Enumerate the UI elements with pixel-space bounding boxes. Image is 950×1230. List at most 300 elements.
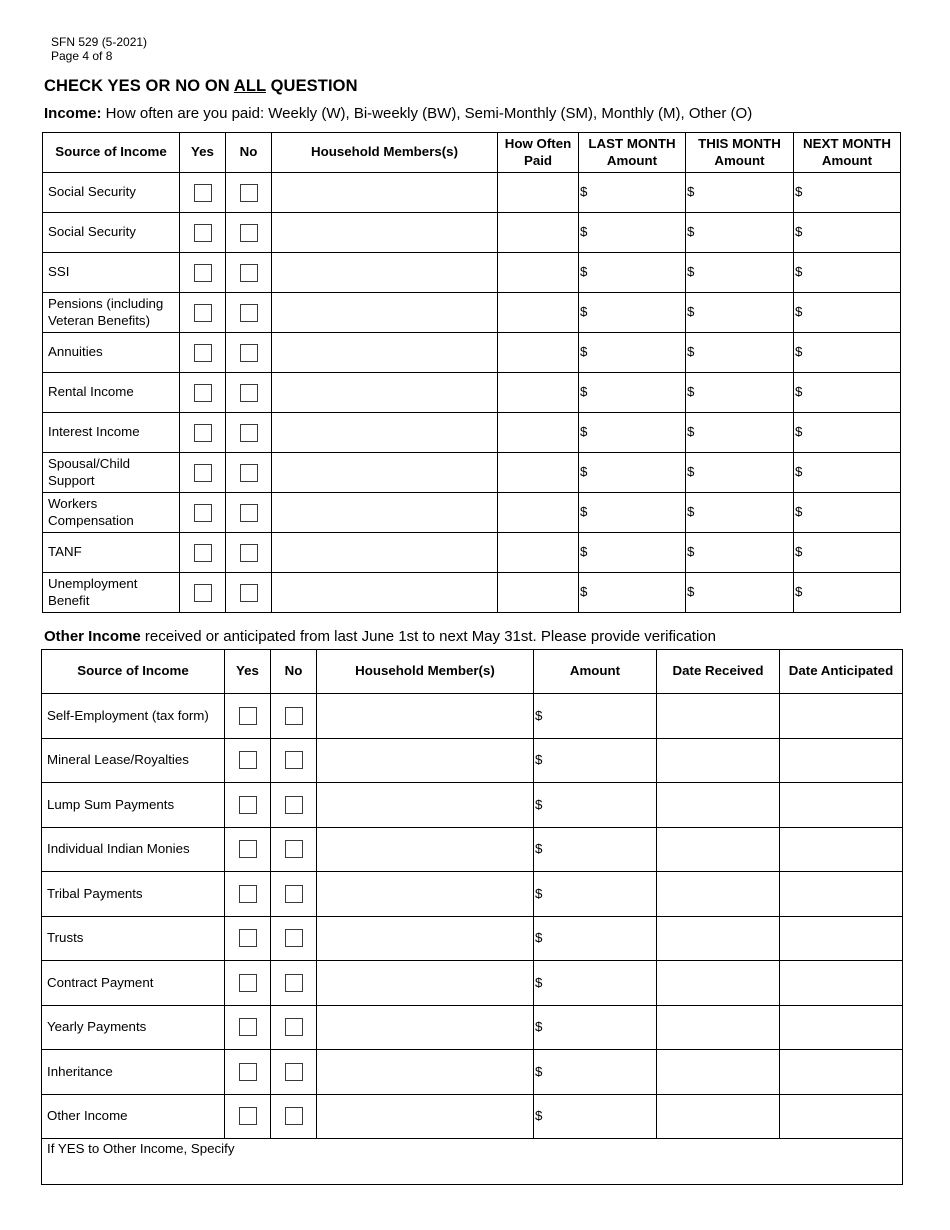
title-text-underlined: ALL	[233, 77, 266, 95]
no-cell	[226, 213, 272, 253]
date-anticipated-field[interactable]	[780, 694, 903, 739]
dollar-sign: $	[580, 304, 588, 320]
how-often-paid-field[interactable]	[498, 293, 579, 333]
household-members-field[interactable]	[272, 333, 498, 373]
form-id-block	[51, 35, 147, 63]
household-member-field[interactable]	[317, 827, 534, 872]
yes-checkbox[interactable]	[194, 504, 212, 522]
last-month-amount-field[interactable]	[579, 213, 686, 253]
household-member-field[interactable]	[317, 1005, 534, 1050]
dollar-sign: $	[535, 841, 543, 856]
no-checkbox[interactable]	[285, 751, 303, 769]
other-income-source: Self-Employment (tax form)	[42, 694, 225, 739]
dollar-sign: $	[795, 264, 803, 280]
yes-cell	[225, 1005, 271, 1050]
no-cell	[226, 533, 272, 573]
yes-checkbox[interactable]	[239, 885, 257, 903]
no-cell	[271, 916, 317, 961]
date-anticipated-field[interactable]	[780, 872, 903, 917]
this-month-amount-field[interactable]	[686, 333, 794, 373]
income-table	[42, 132, 901, 613]
how-often-paid-field[interactable]	[498, 573, 579, 613]
other-income-table	[41, 649, 903, 1185]
household-member-field[interactable]	[317, 783, 534, 828]
date-anticipated-field[interactable]	[780, 916, 903, 961]
this-month-amount-field[interactable]	[686, 173, 794, 213]
col-date-received: Date Received	[657, 650, 780, 694]
last-month-amount-field[interactable]	[579, 293, 686, 333]
no-cell	[271, 961, 317, 1006]
dollar-sign: $	[580, 344, 588, 360]
dollar-sign: $	[795, 344, 803, 360]
dollar-sign: $	[535, 1063, 543, 1079]
next-month-amount-field[interactable]	[794, 293, 901, 333]
yes-cell	[180, 373, 226, 413]
col-last-month: LAST MONTH Amount	[579, 133, 686, 173]
no-cell	[271, 872, 317, 917]
last-month-amount-field[interactable]	[579, 173, 686, 213]
dollar-sign: $	[580, 584, 588, 600]
income-source: Social Security	[43, 213, 180, 253]
last-month-amount-field[interactable]	[579, 333, 686, 373]
household-member-field[interactable]	[317, 961, 534, 1006]
income-source: Spousal/Child Support	[43, 453, 180, 493]
other-income-row	[42, 1005, 903, 1050]
how-often-paid-field[interactable]	[498, 173, 579, 213]
date-received-field[interactable]	[657, 827, 780, 872]
dollar-sign: $	[687, 584, 695, 600]
dollar-sign: $	[795, 504, 803, 520]
other-income-source: Individual Indian Monies	[42, 827, 225, 872]
no-checkbox[interactable]	[240, 584, 258, 602]
other-income-label: Other Income	[44, 628, 141, 645]
yes-checkbox[interactable]	[239, 796, 257, 814]
yes-cell	[180, 493, 226, 533]
yes-checkbox[interactable]	[194, 384, 212, 402]
amount-field[interactable]	[534, 694, 657, 739]
col-how-often-label: How Often Paid	[504, 136, 572, 168]
how-often-paid-field[interactable]	[498, 413, 579, 453]
dollar-sign: $	[687, 264, 695, 280]
dollar-sign: $	[580, 384, 588, 400]
next-month-amount-field[interactable]	[794, 253, 901, 293]
dollar-sign: $	[535, 885, 543, 901]
next-month-amount-field[interactable]	[794, 413, 901, 453]
yes-cell	[180, 173, 226, 213]
yes-checkbox[interactable]	[194, 584, 212, 602]
household-members-field[interactable]	[272, 573, 498, 613]
this-month-amount-field[interactable]	[686, 253, 794, 293]
income-source: SSI	[43, 253, 180, 293]
col-this-month: THIS MONTH Amount	[686, 133, 794, 173]
income-source: Social Security	[43, 173, 180, 213]
income-source: Unemployment Benefit	[43, 573, 180, 613]
yes-cell	[180, 293, 226, 333]
yes-cell	[180, 413, 226, 453]
no-cell	[271, 738, 317, 783]
date-anticipated-field[interactable]	[780, 1050, 903, 1095]
amount-field[interactable]	[534, 1050, 657, 1095]
income-source: Annuities	[43, 333, 180, 373]
next-month-amount-field[interactable]	[794, 453, 901, 493]
household-members-field[interactable]	[272, 533, 498, 573]
dollar-sign: $	[687, 464, 695, 480]
date-anticipated-field[interactable]	[780, 827, 903, 872]
specify-field[interactable]	[42, 1139, 903, 1185]
income-source: TANF	[43, 533, 180, 573]
last-month-amount-field[interactable]	[579, 413, 686, 453]
yes-checkbox[interactable]	[194, 184, 212, 202]
amount-field[interactable]	[534, 916, 657, 961]
dollar-sign: $	[795, 584, 803, 600]
dollar-sign: $	[687, 504, 695, 520]
no-cell	[226, 373, 272, 413]
no-checkbox[interactable]	[240, 424, 258, 442]
date-received-field[interactable]	[657, 694, 780, 739]
other-income-table-body	[42, 694, 903, 1139]
no-cell	[226, 453, 272, 493]
income-row	[43, 453, 901, 493]
this-month-amount-field[interactable]	[686, 213, 794, 253]
date-anticipated-field[interactable]	[780, 783, 903, 828]
income-source: Interest Income	[43, 413, 180, 453]
this-month-amount-field[interactable]	[686, 493, 794, 533]
form-number: SFN 529 (5-2021)	[51, 35, 148, 49]
dollar-sign: $	[795, 184, 803, 200]
other-income-row	[42, 916, 903, 961]
dollar-sign: $	[795, 544, 803, 560]
dollar-sign: $	[580, 184, 588, 200]
yes-checkbox[interactable]	[239, 707, 257, 725]
other-income-row	[42, 694, 903, 739]
dollar-sign: $	[687, 304, 695, 320]
income-row	[43, 173, 901, 213]
income-row	[43, 413, 901, 453]
how-often-paid-field[interactable]	[498, 373, 579, 413]
income-row	[43, 373, 901, 413]
no-checkbox[interactable]	[285, 796, 303, 814]
next-month-amount-field[interactable]	[794, 373, 901, 413]
no-checkbox[interactable]	[285, 707, 303, 725]
dollar-sign: $	[535, 974, 543, 990]
date-received-field[interactable]	[657, 1094, 780, 1139]
yes-cell	[180, 253, 226, 293]
other-income-source: Inheritance	[42, 1050, 225, 1095]
no-checkbox[interactable]	[285, 1018, 303, 1036]
this-month-amount-field[interactable]	[686, 573, 794, 613]
yes-checkbox[interactable]	[194, 264, 212, 282]
date-received-field[interactable]	[657, 783, 780, 828]
income-source: Pensions (including Veteran Benefits)	[43, 293, 180, 333]
next-month-amount-field[interactable]	[794, 493, 901, 533]
no-checkbox[interactable]	[285, 929, 303, 947]
yes-cell	[225, 1050, 271, 1095]
date-received-field[interactable]	[657, 1050, 780, 1095]
no-cell	[271, 783, 317, 828]
household-members-field[interactable]	[272, 413, 498, 453]
date-received-field[interactable]	[657, 872, 780, 917]
how-often-paid-field[interactable]	[498, 533, 579, 573]
last-month-amount-field[interactable]	[579, 373, 686, 413]
dollar-sign: $	[580, 504, 588, 520]
next-month-amount-field[interactable]	[794, 533, 901, 573]
household-members-field[interactable]	[272, 293, 498, 333]
this-month-amount-field[interactable]	[686, 533, 794, 573]
amount-field[interactable]	[534, 827, 657, 872]
dollar-sign: $	[580, 464, 588, 480]
no-cell	[226, 253, 272, 293]
date-anticipated-field[interactable]	[780, 961, 903, 1006]
no-checkbox[interactable]	[240, 304, 258, 322]
no-cell	[271, 1050, 317, 1095]
yes-cell	[225, 1094, 271, 1139]
dollar-sign: $	[580, 224, 588, 240]
yes-cell	[225, 694, 271, 739]
household-member-field[interactable]	[317, 694, 534, 739]
no-cell	[226, 173, 272, 213]
other-income-row	[42, 1094, 903, 1139]
income-row	[43, 253, 901, 293]
date-received-field[interactable]	[657, 1005, 780, 1050]
next-month-amount-field[interactable]	[794, 173, 901, 213]
yes-checkbox[interactable]	[239, 840, 257, 858]
income-label: Income:	[44, 105, 102, 122]
yes-cell	[225, 738, 271, 783]
income-row	[43, 213, 901, 253]
title-text-pre: CHECK YES OR NO ON	[44, 77, 234, 95]
income-table-body	[43, 173, 901, 613]
no-checkbox[interactable]	[240, 344, 258, 362]
last-month-amount-field[interactable]	[579, 453, 686, 493]
date-anticipated-field[interactable]	[780, 1005, 903, 1050]
col-date-anticipated: Date Anticipated	[780, 650, 903, 694]
dollar-sign: $	[687, 384, 695, 400]
other-income-source: Trusts	[42, 916, 225, 961]
dollar-sign: $	[580, 424, 588, 440]
yes-checkbox[interactable]	[239, 1107, 257, 1125]
yes-checkbox[interactable]	[194, 424, 212, 442]
col-how-often	[498, 133, 579, 173]
next-month-amount-field[interactable]	[794, 573, 901, 613]
other-income-source: Lump Sum Payments	[42, 783, 225, 828]
no-checkbox[interactable]	[285, 1063, 303, 1081]
col-household: Household Members(s)	[272, 133, 498, 173]
next-month-amount-field[interactable]	[794, 333, 901, 373]
other-income-source: Tribal Payments	[42, 872, 225, 917]
dollar-sign: $	[687, 344, 695, 360]
title-text-post: QUESTION	[265, 77, 358, 95]
dollar-sign: $	[795, 224, 803, 240]
col-source: Source of Income	[43, 133, 180, 173]
this-month-amount-field[interactable]	[686, 453, 794, 493]
dollar-sign: $	[535, 752, 543, 767]
yes-cell	[225, 872, 271, 917]
yes-cell	[180, 453, 226, 493]
dollar-sign: $	[687, 544, 695, 560]
no-checkbox[interactable]	[285, 974, 303, 992]
this-month-amount-field[interactable]	[686, 293, 794, 333]
no-checkbox[interactable]	[240, 504, 258, 522]
no-cell	[226, 493, 272, 533]
income-instruction-text: How often are you paid: Weekly (W), Bi-weekly (BW), Semi-Monthly (SM), Monthly (M), Other (O)	[101, 105, 753, 122]
other-income-source: Mineral Lease/Royalties	[42, 738, 225, 783]
no-cell	[271, 827, 317, 872]
no-cell	[226, 293, 272, 333]
income-source: Rental Income	[43, 373, 180, 413]
no-cell	[226, 413, 272, 453]
date-received-field[interactable]	[657, 961, 780, 1006]
yes-cell	[225, 783, 271, 828]
specify-row	[42, 1139, 903, 1185]
household-members-field[interactable]	[272, 453, 498, 493]
dollar-sign: $	[687, 424, 695, 440]
yes-checkbox[interactable]	[239, 1063, 257, 1081]
yes-checkbox[interactable]	[194, 544, 212, 562]
yes-cell	[225, 916, 271, 961]
yes-cell	[180, 213, 226, 253]
yes-checkbox[interactable]	[239, 929, 257, 947]
dollar-sign: $	[795, 464, 803, 480]
household-members-field[interactable]	[272, 493, 498, 533]
dollar-sign: $	[580, 264, 588, 280]
other-income-table-header	[42, 650, 903, 694]
how-often-paid-field[interactable]	[498, 493, 579, 533]
other-income-row	[42, 738, 903, 783]
last-month-amount-field[interactable]	[579, 253, 686, 293]
household-member-field[interactable]	[317, 916, 534, 961]
other-income-row	[42, 961, 903, 1006]
date-anticipated-field[interactable]	[780, 738, 903, 783]
income-source: Workers Compensation	[43, 493, 180, 533]
yes-cell	[180, 533, 226, 573]
income-row	[43, 333, 901, 373]
col-household: Household Member(s)	[317, 650, 534, 694]
no-cell	[271, 1005, 317, 1050]
amount-field[interactable]	[534, 738, 657, 783]
how-often-paid-field[interactable]	[498, 453, 579, 493]
household-member-field[interactable]	[317, 1094, 534, 1139]
household-member-field[interactable]	[317, 1050, 534, 1095]
yes-checkbox[interactable]	[239, 751, 257, 769]
col-no: No	[226, 133, 272, 173]
other-income-source: Yearly Payments	[42, 1005, 225, 1050]
other-income-row	[42, 827, 903, 872]
dollar-sign: $	[687, 184, 695, 200]
col-amount: Amount	[534, 650, 657, 694]
col-source: Source of Income	[42, 650, 225, 694]
specify-label: If YES to Other Income, Specify	[47, 1141, 235, 1156]
no-checkbox[interactable]	[240, 224, 258, 242]
col-no: No	[271, 650, 317, 694]
last-month-amount-field[interactable]	[579, 573, 686, 613]
yes-checkbox[interactable]	[194, 464, 212, 482]
page-number: Page 4 of 8	[51, 49, 113, 63]
amount-field[interactable]	[534, 1005, 657, 1050]
yes-cell	[225, 961, 271, 1006]
col-yes: Yes	[225, 650, 271, 694]
yes-checkbox[interactable]	[239, 1018, 257, 1036]
yes-checkbox[interactable]	[194, 344, 212, 362]
no-checkbox[interactable]	[285, 885, 303, 903]
date-received-field[interactable]	[657, 916, 780, 961]
dollar-sign: $	[535, 1019, 543, 1034]
no-cell	[226, 573, 272, 613]
amount-field[interactable]	[534, 1094, 657, 1139]
next-month-amount-field[interactable]	[794, 213, 901, 253]
yes-checkbox[interactable]	[194, 304, 212, 322]
dollar-sign: $	[535, 930, 543, 945]
page-title	[44, 77, 358, 96]
income-instruction	[44, 105, 752, 122]
yes-cell	[180, 333, 226, 373]
amount-field[interactable]	[534, 783, 657, 828]
how-often-paid-field[interactable]	[498, 213, 579, 253]
other-income-row	[42, 872, 903, 917]
income-row	[43, 573, 901, 613]
no-cell	[271, 1094, 317, 1139]
how-often-paid-field[interactable]	[498, 333, 579, 373]
household-member-field[interactable]	[317, 738, 534, 783]
household-members-field[interactable]	[272, 213, 498, 253]
no-checkbox[interactable]	[285, 840, 303, 858]
other-income-instruction	[44, 628, 716, 645]
household-members-field[interactable]	[272, 253, 498, 293]
no-checkbox[interactable]	[240, 544, 258, 562]
dollar-sign: $	[687, 224, 695, 240]
no-cell	[226, 333, 272, 373]
no-checkbox[interactable]	[240, 264, 258, 282]
date-anticipated-field[interactable]	[780, 1094, 903, 1139]
dollar-sign: $	[580, 544, 588, 560]
no-checkbox[interactable]	[240, 384, 258, 402]
yes-cell	[180, 573, 226, 613]
other-income-row	[42, 783, 903, 828]
dollar-sign: $	[795, 424, 803, 440]
dollar-sign: $	[535, 1108, 543, 1123]
dollar-sign: $	[535, 707, 543, 723]
last-month-amount-field[interactable]	[579, 533, 686, 573]
other-income-source: Contract Payment	[42, 961, 225, 1006]
dollar-sign: $	[795, 304, 803, 320]
col-next-month: NEXT MONTH Amount	[794, 133, 901, 173]
amount-field[interactable]	[534, 872, 657, 917]
other-income-source: Other Income	[42, 1094, 225, 1139]
this-month-amount-field[interactable]	[686, 413, 794, 453]
income-row	[43, 493, 901, 533]
last-month-amount-field[interactable]	[579, 493, 686, 533]
no-checkbox[interactable]	[285, 1107, 303, 1125]
yes-cell	[225, 827, 271, 872]
yes-checkbox[interactable]	[194, 224, 212, 242]
how-often-paid-field[interactable]	[498, 253, 579, 293]
date-received-field[interactable]	[657, 738, 780, 783]
col-yes: Yes	[180, 133, 226, 173]
amount-field[interactable]	[534, 961, 657, 1006]
no-checkbox[interactable]	[240, 184, 258, 202]
no-checkbox[interactable]	[240, 464, 258, 482]
dollar-sign: $	[795, 384, 803, 400]
income-row	[43, 293, 901, 333]
yes-checkbox[interactable]	[239, 974, 257, 992]
no-cell	[271, 694, 317, 739]
other-income-instruction-text: received or anticipated from last June 1st to next May 31st. Please provide verification	[140, 628, 716, 645]
household-members-field[interactable]	[272, 173, 498, 213]
income-table-header	[43, 133, 901, 173]
household-members-field[interactable]	[272, 373, 498, 413]
this-month-amount-field[interactable]	[686, 373, 794, 413]
household-member-field[interactable]	[317, 872, 534, 917]
dollar-sign: $	[535, 796, 543, 812]
